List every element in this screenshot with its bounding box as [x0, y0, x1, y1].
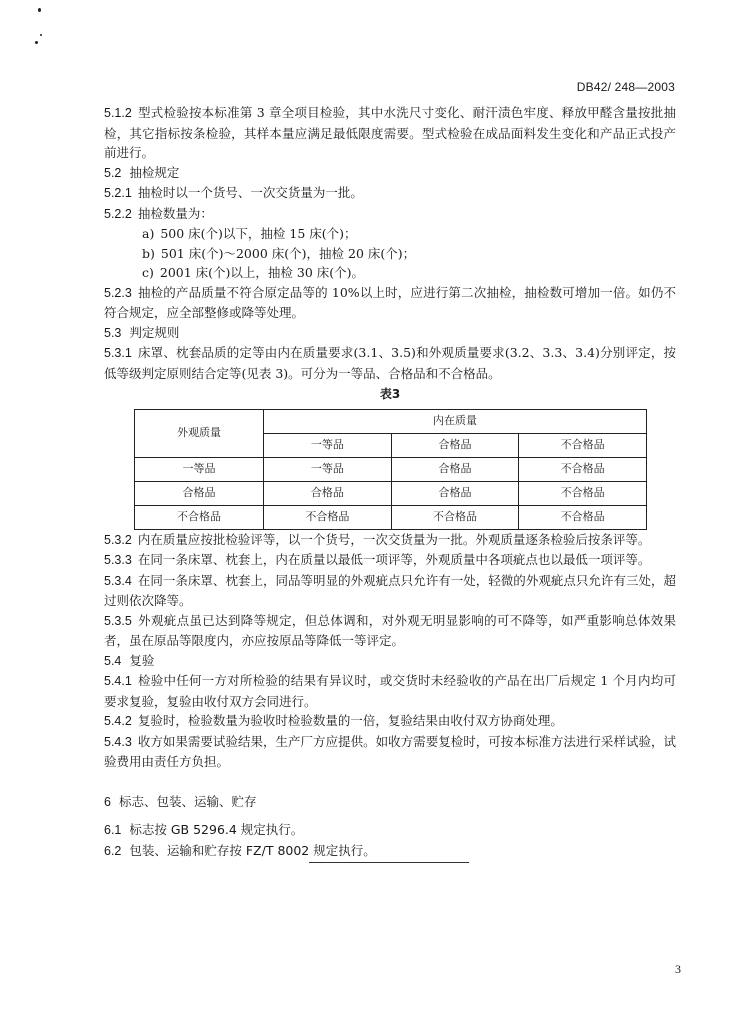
list-item-label: a): [142, 226, 155, 241]
table-header-row: [135, 409, 647, 433]
section-number: 5.4: [104, 653, 122, 668]
clause-5-1-2: [104, 103, 676, 163]
clause-6-2: [104, 841, 676, 862]
table-row: [135, 481, 647, 505]
grade-table: [134, 409, 647, 530]
clause-6-1: [104, 820, 676, 841]
scan-mark-dot: [35, 41, 38, 44]
table-cell: 合格品: [391, 457, 519, 481]
section-number: 5.3: [104, 325, 122, 340]
table-title: 表3: [379, 387, 401, 401]
clause-5-2-2: [104, 204, 676, 225]
section-title: 复验: [129, 652, 155, 668]
clause-5-3-3: [104, 550, 676, 571]
table-group-header: 内在质量: [264, 409, 647, 433]
clause-5-4-3: [104, 732, 676, 772]
clause-5-4-1: [104, 671, 676, 711]
clause-text: 在同一条床罩、枕套上，同品等明显的外观疵点只允许有一处，轻微的外观疵点只允许有三处，超过则依次降等。: [104, 572, 676, 608]
end-of-document-rule: [309, 862, 469, 863]
clause-text: 复验时，检验数量为验收时检验数量的一倍，复验结果由收付双方协商处理。: [137, 713, 563, 728]
clause-number: 5.4.2: [104, 714, 132, 728]
clause-number: 5.3.2: [104, 532, 132, 547]
section-title: 标志、包装、运输、贮存: [118, 793, 257, 809]
clause-5-4-2: [104, 711, 676, 732]
table-column-header: 不合格品: [519, 433, 647, 457]
document-body: [104, 103, 676, 861]
table-column-header: 一等品: [264, 433, 392, 457]
clause-text: 包装、运输和贮存按 FZ/T 8002 规定执行。: [129, 842, 376, 858]
table-cell: 不合格品: [519, 457, 647, 481]
scan-mark-dot: [38, 8, 41, 12]
section-title: 判定规则: [129, 324, 180, 340]
section-5-3-heading: [104, 323, 676, 344]
clause-text: 标志按 GB 5296.4 规定执行。: [129, 822, 304, 837]
clause-number: 5.3.5: [104, 613, 132, 628]
clause-text: 抽检的产品质量不符合原定品等的 10%以上时，应进行第二次抽检，抽检数可增加一倍。如仍不符合规定，应全部整修或降等处理。: [104, 284, 676, 320]
clause-text: 型式检验按本标准第 3 章全项目检验，其中水洗尺寸变化、耐汗渍色牢度、释放甲醛含量按批抽检，其它指标按条检验，其样本量应满足最低限度需要。型式检验在成品面料发生变化和产品正式投产前进行。: [104, 105, 676, 160]
table-cell: 不合格品: [391, 505, 519, 529]
table-cell: 一等品: [264, 457, 392, 481]
list-item: [142, 244, 676, 264]
clause-number: 5.4.1: [104, 674, 132, 688]
clause-text: 抽检时以一个货号、一次交货量为一批。: [137, 185, 363, 200]
table-cell: 不合格品: [519, 505, 647, 529]
table-corner-label: 外观质量: [135, 409, 264, 457]
clause-number: 5.3.3: [104, 553, 132, 567]
table-row-label: 一等品: [135, 457, 264, 481]
table-cell: 合格品: [264, 481, 392, 505]
table-row: [135, 457, 647, 481]
list-item-text: 2001 床(个)以上，抽检 30 床(个)。: [159, 265, 365, 280]
clause-number: 6.2: [104, 843, 122, 858]
section-5-2-heading: [104, 163, 676, 184]
section-5-4-heading: [104, 651, 676, 672]
clause-number: 5.2.1: [104, 186, 132, 200]
clause-text: 检验中任何一方对所检验的结果有异议时，或交货时未经验收的产品在出厂后规定 1 个月内均可要求复验，复验由收付双方会同进行。: [104, 673, 676, 709]
clause-5-3-5: [104, 611, 676, 651]
clause-text: 收方如果需要试验结果，生产厂方应提供。如收方需要复检时，可按本标准方法进行采样试验，试验费用由责任方负担。: [104, 733, 676, 769]
table-cell: 合格品: [391, 481, 519, 505]
clause-5-3-4: [104, 571, 676, 611]
clause-5-3-2: [104, 530, 676, 551]
table-column-header: 合格品: [391, 433, 519, 457]
list-item-label: c): [142, 265, 154, 280]
section-number: 6: [104, 794, 111, 809]
section-title: 抽检规定: [129, 164, 180, 180]
clause-text: 床罩、枕套品质的定等由内在质量要求(3.1、3.5)和外观质量要求(3.2、3.3、3.4)分别评定，按低等级判定原则结合定等(见表 3)。可分为一等品、合格品和不合格品。: [104, 345, 676, 381]
clause-number: 5.4.3: [104, 734, 132, 749]
scan-mark-dot: [40, 34, 42, 36]
section-6: [104, 792, 676, 862]
section-number: 5.2: [104, 165, 122, 180]
list-item-text: 501 床(个)～2000 床(个)，抽检 20 床(个)；: [160, 245, 416, 261]
table-cell: 不合格品: [264, 505, 392, 529]
clause-5-3-1: [104, 343, 676, 383]
clause-text: 在同一条床罩、枕套上，内在质量以最低一项评等，外观质量中各项疵点也以最低一项评等。: [137, 552, 651, 567]
clause-5-2-1: [104, 183, 676, 204]
list-item-label: b): [142, 245, 155, 261]
section-6-heading: [104, 792, 676, 813]
clause-number: 6.1: [104, 823, 122, 837]
table-row-label: 合格品: [135, 481, 264, 505]
clause-text: 外观疵点虽已达到降等规定，但总体调和，对外观无明显影响的可不降等，如严重影响总体效果者，虽在原品等限度内，亦应按原品等降低一等评定。: [104, 612, 676, 648]
page-number: 3: [675, 962, 681, 976]
clause-number: 5.2.2: [104, 206, 132, 221]
list-item-text: 500 床(个)以下，抽检 15 床(个)；: [160, 226, 357, 241]
list-item: [142, 224, 676, 244]
clause-number: 5.3.4: [104, 573, 132, 588]
list-item: [142, 263, 676, 283]
table-cell: 不合格品: [519, 481, 647, 505]
clause-text: 内在质量应按批检验评等，以一个货号，一次交货量为一批。外观质量逐条检验后按条评等。: [137, 531, 651, 547]
clause-number: 5.3.1: [104, 346, 132, 360]
table-row-label: 不合格品: [135, 505, 264, 529]
table-row: [135, 505, 647, 529]
clause-5-2-3: [104, 283, 676, 323]
standard-code: DB42/ 248—2003: [576, 80, 675, 94]
clause-number: 5.2.3: [104, 285, 132, 300]
clause-text: 抽检数量为：: [137, 205, 213, 221]
clause-number: 5.1.2: [104, 106, 132, 120]
